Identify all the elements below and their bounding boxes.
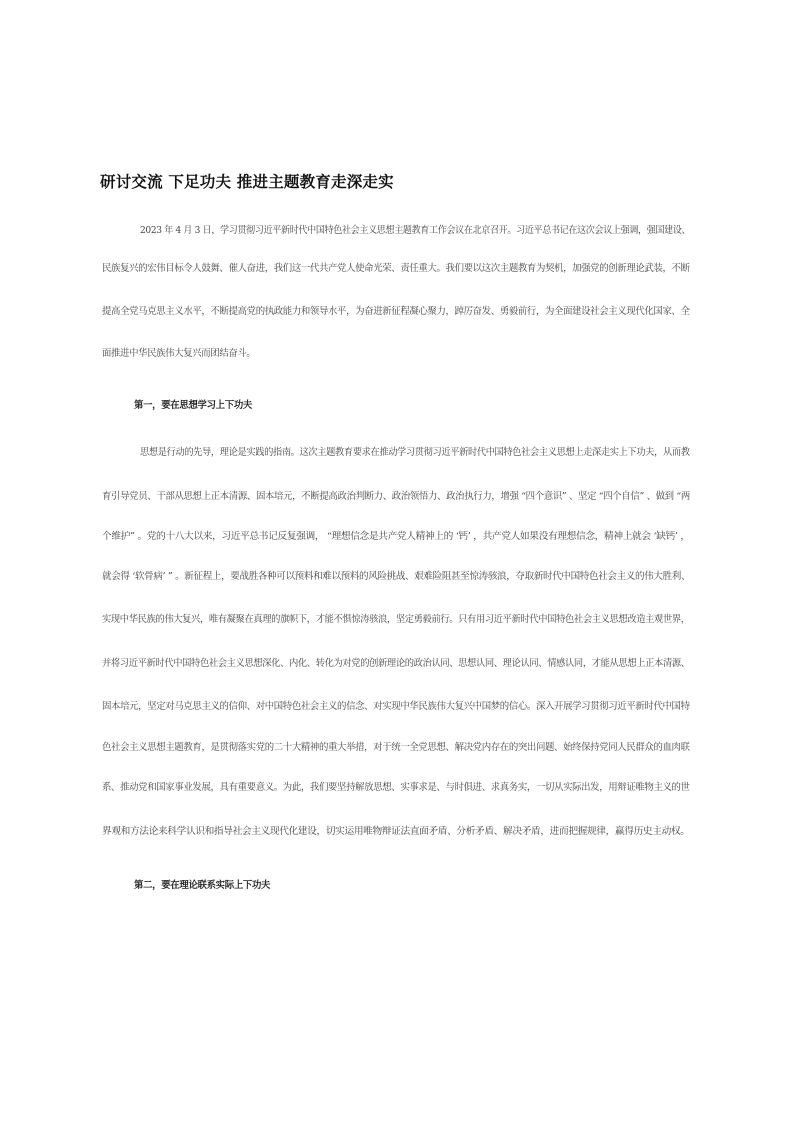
paragraph-line: 2023 年 4 月 3 日，学习贯彻习近平新时代中国特色社会主义思想主题教育工作会议在北京召开。习近平总书记在这次会议上强调，强国建设、 <box>140 225 691 236</box>
paragraph-line: 就会得 ‘软骨病’ ” 。新征程上，要战胜各种可以预料和难以预料的风险挑战、艰难险阻甚至惊涛骇浪，夺取新时代中国特色社会主义的伟大胜利、 <box>102 571 691 582</box>
paragraph-line: 并将习近平新时代中国特色社会主义思想深化、内化、转化为对党的创新理论的政治认同、思想认同、理论认同、情感认同，才能从思想上正本清源、 <box>102 658 690 669</box>
paragraph-line: 色社会主义思想主题教育，是贯彻落实党的二十大精神的重大举措，对于统一全党思想、解决党内存在的突出问题、始终保持党同人民群众的血肉联 <box>102 742 690 753</box>
section-heading: 第二，要在理论联系实际上下功夫 <box>134 880 271 891</box>
paragraph-line: 个维护” 。党的十八大以来，习近平总书记反复强调， “理想信念是共产党人精神上的 ‘钙’ ，共产党人如果没有理想信念，精神上就会 ‘缺钙’ ， <box>102 531 690 542</box>
document-title: 研讨交流 下足功夫 推进主题教育走深走实 <box>100 173 394 191</box>
paragraph-line: 民族复兴的宏伟目标令人鼓舞、催人奋进，我们这一代共产党人使命光荣、责任重大。我们要以这次主题教育为契机，加强党的创新理论武装，不断 <box>102 263 690 274</box>
paragraph-line: 面推进中华民族伟大复兴而团结奋斗。 <box>102 348 256 359</box>
paragraph-line: 育引导党员、干部从思想上正本清源、固本培元，不断提高政治判断力、政治领悟力、政治执行力，增强 “四个意识” 、坚定 “四个自信” 、做到 “两 <box>102 491 690 502</box>
paragraph-line: 实现中华民族的伟大复兴，唯有凝聚在真理的旗帜下，才能不惧惊涛骇浪，坚定勇毅前行。只有用习近平新时代中国特色社会主义思想改造主观世界， <box>102 614 690 625</box>
paragraph-line: 界观和方法论来科学认识和指导社会主义现代化建设，切实运用唯物辩证法直面矛盾、分析矛盾、解决矛盾，进而把握规律，赢得历史主动权。 <box>102 826 690 837</box>
section-heading: 第一，要在思想学习上下功夫 <box>134 400 252 411</box>
paragraph-line: 提高全党马克思主义水平，不断提高党的执政能力和领导水平，为奋进新征程凝心聚力，踔厉奋发、勇毅前行，为全面建设社会主义现代化国家、全 <box>102 306 690 317</box>
paragraph-line: 系、推动党和国家事业发展，具有重要意义。为此，我们要坚持解放思想、实事求是、与时俱进、求真务实，一切从实际出发，用辩证唯物主义的世 <box>102 782 690 793</box>
paragraph-line: 固本培元，坚定对马克思主义的信仰、对中国特色社会主义的信念、对实现中华民族伟大复兴中国梦的信心。深入开展学习贯彻习近平新时代中国特 <box>102 701 690 712</box>
paragraph-line: 思想是行动的先导，理论是实践的指南。这次主题教育要求在推动学习贯彻习近平新时代中国特色社会主义思想上走深走实上下功夫，从而教 <box>140 447 690 458</box>
